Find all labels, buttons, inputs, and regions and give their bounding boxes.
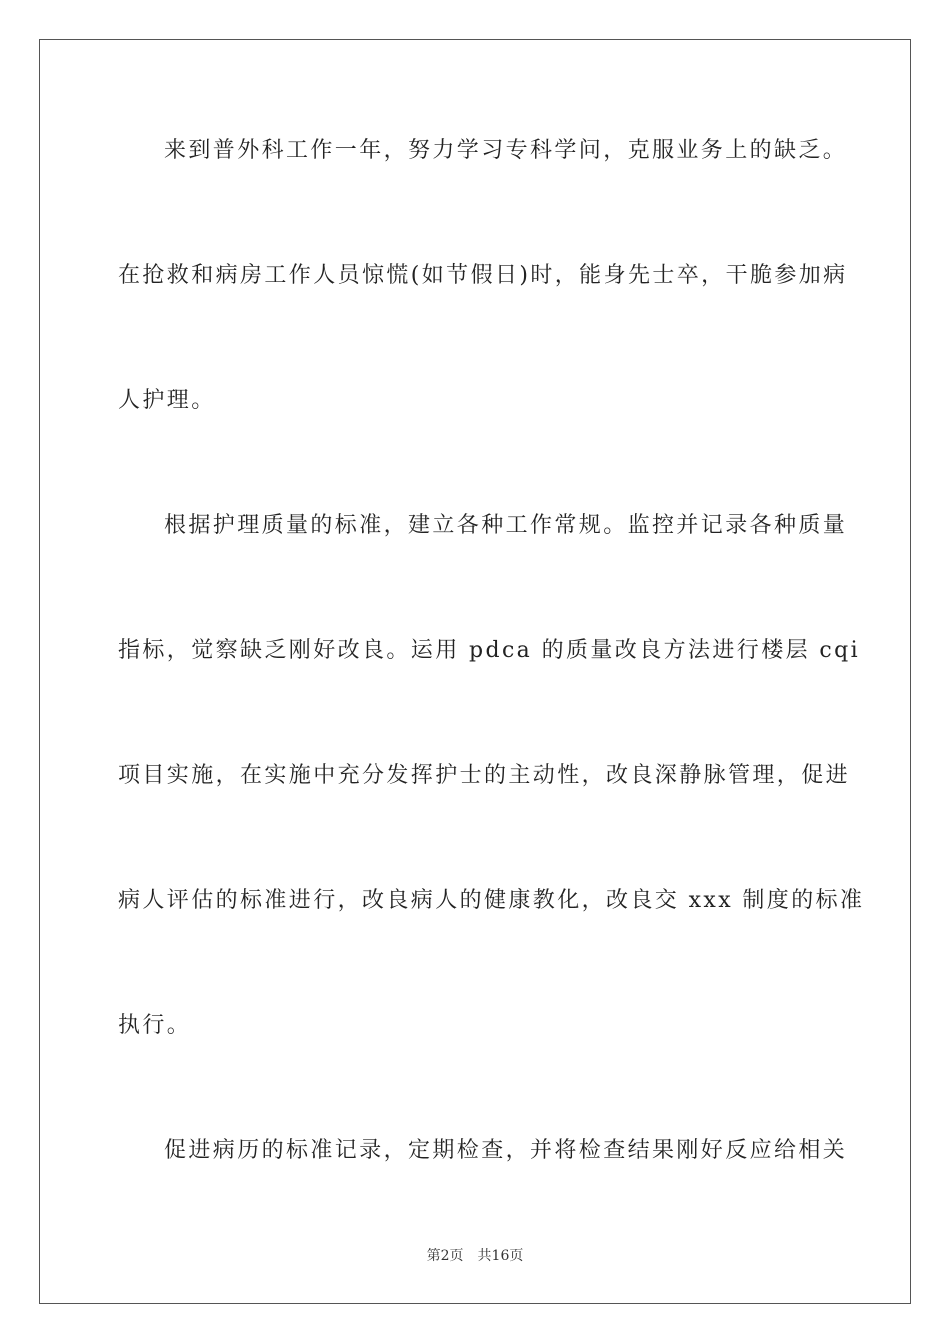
text-line-6: 项目实施，在实施中充分发挥护士的主动性，改良深静脉管理，促进 (118, 763, 851, 788)
page-total: 共16页 (477, 1248, 524, 1264)
text-line-1: 来到普外科工作一年，努力学习专科学问，克服业务上的缺乏。 (164, 138, 848, 163)
text-line-3: 人护理。 (118, 388, 216, 413)
text-line-8: 执行。 (118, 1013, 192, 1038)
text-line-9: 促进病历的标准记录，定期检查，并将检查结果刚好反应给相关 (164, 1138, 848, 1163)
text-line-2: 在抢救和病房工作人员惊慌(如节假日)时，能身先士卒，干脆参加病 (118, 263, 848, 288)
page-border (39, 39, 911, 1304)
text-line-4: 根据护理质量的标准，建立各种工作常规。监控并记录各种质量 (164, 513, 848, 538)
text-line-5: 指标，觉察缺乏刚好改良。运用 pdca 的质量改良方法进行楼层 cqi (118, 638, 861, 663)
page-number: 第2页 (426, 1248, 464, 1264)
page-footer (0, 1246, 950, 1266)
text-line-7: 病人评估的标准进行，改良病人的健康教化，改良交 xxx 制度的标准 (118, 888, 865, 913)
